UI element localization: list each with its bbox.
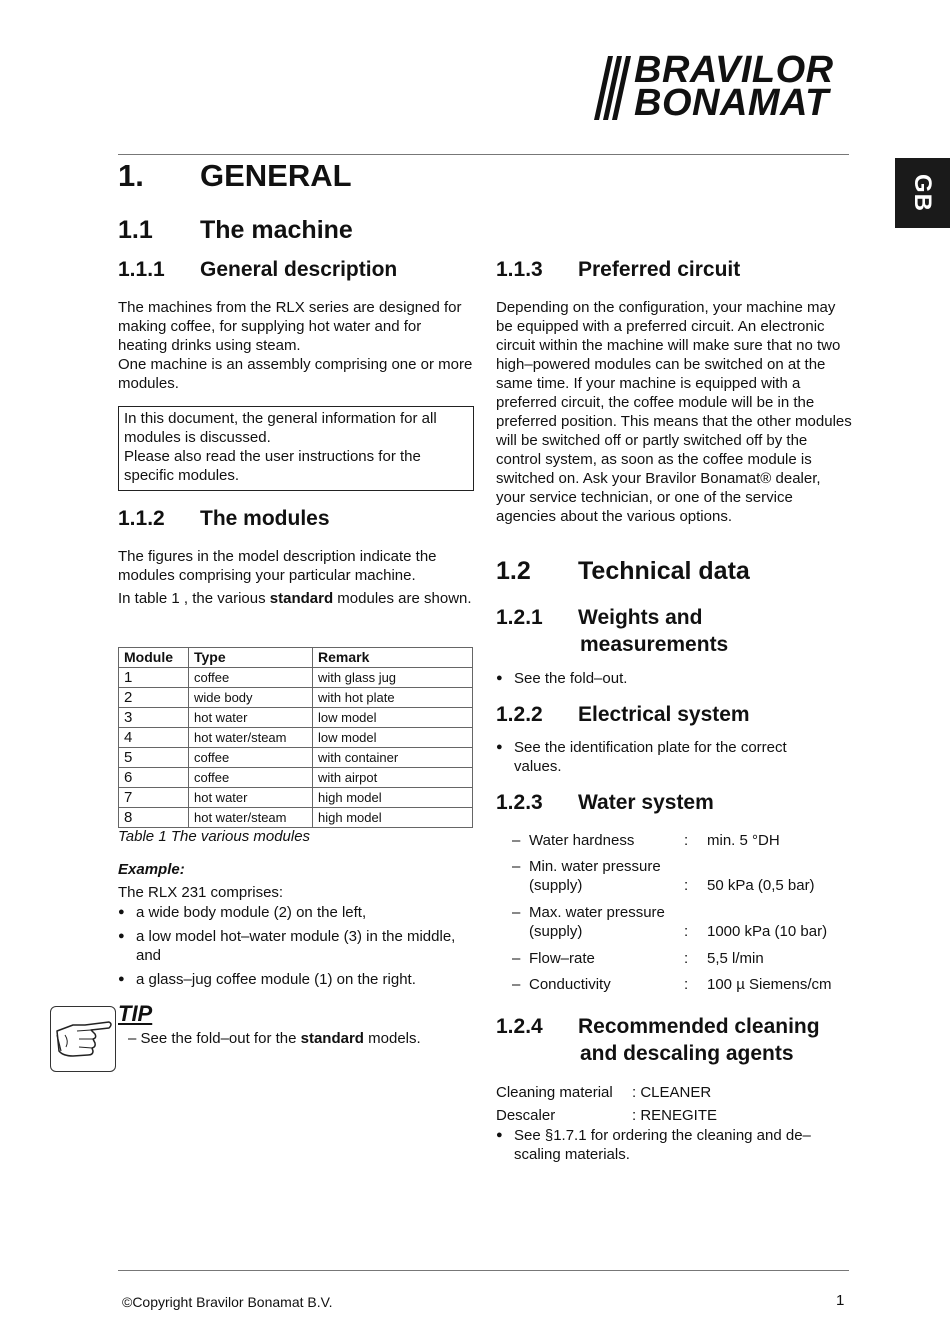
list-item: ● a low model hot–water module (3) in the middle, and — [118, 927, 458, 965]
colon-glyph: : — [684, 976, 689, 993]
section-title: measurements — [580, 633, 729, 656]
general-description-text — [118, 298, 474, 393]
section-title: Technical data — [578, 557, 750, 585]
section-1-heading — [118, 158, 518, 194]
type-cell: coffee — [189, 748, 313, 768]
example-heading: Example: — [118, 861, 185, 878]
logo-wordmark — [634, 49, 834, 124]
section-title: Water system — [578, 791, 714, 814]
spec-label: Conductivity — [529, 976, 611, 993]
descaler-value: : RENEGITE — [632, 1107, 718, 1124]
section-number: 1.2 — [496, 557, 531, 585]
dash-glyph: – — [512, 832, 521, 849]
list-item: ● See the identification plate for the correct values. — [496, 738, 826, 776]
section-1-2-3-heading — [496, 789, 856, 816]
cleaning-list — [496, 1126, 826, 1169]
example-intro: The RLX 231 comprises: — [118, 884, 284, 901]
type-cell: hot water — [189, 708, 313, 728]
table-row — [119, 708, 473, 728]
section-number: 1. — [118, 158, 144, 193]
spec-value: min. 5 °DH — [707, 832, 780, 849]
column-header: Module — [119, 648, 189, 668]
column-header: Type — [189, 648, 313, 668]
section-1-1-heading — [118, 215, 518, 245]
module-number-cell: 8 — [119, 808, 189, 828]
section-number: 1.1.1 — [118, 258, 165, 281]
preferred-circuit-text: Depending on the configuration, your machine may be equipped with a preferred circuit. An electronic circuit within the machine will make sure that no two high–powered modules can be switched on at the same time. If your machine is equipped with a preferred circuit, the coffee module will be in the preferred position. This means that the other modules will be switched off or partly switched off by the control system, as soon as the coffee module is switched on. Ask your Bravilor Bonamat® dealer, your service technician, or one of the service agencies about the various options. — [496, 299, 852, 525]
remark-cell: with hot plate — [313, 688, 473, 708]
header-rule — [118, 154, 849, 155]
info-box-line: Please also read the user instructions for the specific modules. — [124, 448, 421, 484]
section-number: 1.1.2 — [118, 507, 165, 530]
type-cell: hot water/steam — [189, 808, 313, 828]
section-title: GENERAL — [200, 158, 352, 193]
spec-label: Min. water pressure (supply) — [529, 858, 661, 894]
table-row — [119, 688, 473, 708]
table-row — [119, 668, 473, 688]
example-list — [118, 903, 458, 994]
text-run: modules are shown. — [333, 590, 472, 607]
section-number: 1.1.3 — [496, 258, 543, 281]
logo-line2: BONAMAT — [634, 82, 829, 124]
dash-glyph: – — [512, 976, 521, 993]
tip-title: TIP — [118, 1001, 153, 1026]
section-1-2-heading — [496, 556, 876, 586]
text-run: models. — [363, 1030, 421, 1047]
remark-cell: with airpot — [313, 768, 473, 788]
spec-value: 5,5 l/min — [707, 950, 764, 967]
spec-label: Water hardness — [529, 832, 635, 849]
module-number-cell: 2 — [119, 688, 189, 708]
descaler-row — [496, 1106, 718, 1125]
section-1-2-4-heading — [496, 1013, 876, 1067]
type-cell: wide body — [189, 688, 313, 708]
section-1-2-2-heading — [496, 701, 856, 728]
paragraph — [118, 589, 474, 608]
paragraph: The figures in the model description indicate the modules comprising your particular machine. — [118, 548, 437, 584]
colon-glyph: : — [684, 950, 689, 967]
table-row — [119, 728, 473, 748]
language-tab — [895, 158, 950, 228]
dash-glyph: – — [512, 904, 521, 921]
tip-text — [128, 1029, 421, 1048]
remark-cell: high model — [313, 808, 473, 828]
spec-value: 1000 kPa (10 bar) — [707, 923, 828, 940]
section-title: and descaling agents — [580, 1042, 794, 1065]
section-number: 1.2.4 — [496, 1015, 543, 1038]
remark-cell: high model — [313, 788, 473, 808]
bold-text: standard — [300, 1030, 364, 1047]
spec-label: Max. water pressure (supply) — [529, 904, 665, 940]
section-title: Electrical system — [578, 703, 750, 726]
type-cell: hot water — [189, 788, 313, 808]
paragraph: The machines from the RLX series are designed for making coffee, for supplying hot water and for heating drinks using steam. — [118, 299, 462, 354]
spec-value: 50 kPa (0,5 bar) — [707, 877, 815, 894]
remark-cell: low model — [313, 728, 473, 748]
paragraph: One machine is an assembly comprising one or more modules. — [118, 356, 473, 392]
logo-stripes-icon — [594, 56, 636, 120]
remark-cell: with container — [313, 748, 473, 768]
section-title: The machine — [200, 216, 353, 244]
cleaning-value: : CLEANER — [632, 1084, 712, 1101]
column-header: Remark — [313, 648, 473, 668]
table-row — [119, 748, 473, 768]
spec-value: 100 µ Siemens/cm — [707, 976, 832, 993]
pointing-hand-icon — [50, 1006, 116, 1072]
info-box — [118, 406, 474, 491]
list-item: ● a glass–jug coffee module (1) on the right. — [118, 970, 458, 989]
section-title: Weights and — [578, 606, 703, 629]
cleaning-row — [496, 1083, 712, 1102]
table-header-row — [119, 648, 473, 668]
table-caption: Table 1 The various modules — [118, 828, 311, 845]
section-number: 1.2.2 — [496, 703, 543, 726]
modules-text — [118, 547, 474, 608]
text-run: – See the fold–out for the — [128, 1030, 301, 1047]
list-item: ● a wide body module (2) on the left, — [118, 903, 458, 922]
type-cell: hot water/steam — [189, 728, 313, 748]
remark-cell: with glass jug — [313, 668, 473, 688]
section-1-2-1-heading — [496, 604, 856, 658]
modules-table — [118, 647, 473, 828]
module-number-cell: 1 — [119, 668, 189, 688]
module-number-cell: 5 — [119, 748, 189, 768]
colon-glyph: : — [684, 923, 689, 940]
dash-glyph: – — [512, 950, 521, 967]
table-row — [119, 788, 473, 808]
section-number: 1.1 — [118, 216, 153, 244]
language-tab-label: GB — [909, 174, 936, 212]
weights-list — [496, 669, 836, 693]
dash-glyph: – — [512, 858, 521, 875]
module-number-cell: 3 — [119, 708, 189, 728]
colon-glyph: : — [684, 877, 689, 894]
section-title: Preferred circuit — [578, 258, 741, 281]
spec-label: Flow–rate — [529, 950, 595, 967]
section-title: Recommended cleaning — [578, 1015, 820, 1038]
type-cell: coffee — [189, 668, 313, 688]
table-row — [119, 768, 473, 788]
logo-line1: BRAVILOR — [634, 49, 834, 91]
descaler-label: Descaler — [496, 1107, 556, 1124]
page-number: 1 — [836, 1292, 845, 1309]
section-title: General description — [200, 258, 398, 281]
remark-cell: low model — [313, 708, 473, 728]
section-number: 1.2.3 — [496, 791, 543, 814]
cleaning-label: Cleaning material — [496, 1084, 613, 1101]
bold-text: standard — [269, 590, 334, 607]
module-number-cell: 7 — [119, 788, 189, 808]
info-box-line: In this document, the general information for all modules is discussed. — [124, 410, 437, 446]
section-1-1-3-heading — [496, 256, 856, 283]
footer-rule — [118, 1270, 849, 1271]
module-number-cell: 4 — [119, 728, 189, 748]
section-number: 1.2.1 — [496, 606, 543, 629]
electrical-list — [496, 738, 826, 781]
copyright-text: ©Copyright Bravilor Bonamat B.V. — [122, 1294, 333, 1310]
section-title: The modules — [200, 507, 330, 530]
module-number-cell: 6 — [119, 768, 189, 788]
text-run: In table 1 , the various — [118, 590, 270, 607]
table-row — [119, 808, 473, 828]
type-cell: coffee — [189, 768, 313, 788]
section-1-1-1-heading — [118, 256, 478, 283]
brand-logo — [594, 49, 854, 124]
colon-glyph: : — [684, 832, 689, 849]
list-item: ● See the fold–out. — [496, 669, 836, 688]
list-item: ● See §1.7.1 for ordering the cleaning and de–scaling materials. — [496, 1126, 826, 1164]
section-1-1-2-heading — [118, 505, 478, 532]
